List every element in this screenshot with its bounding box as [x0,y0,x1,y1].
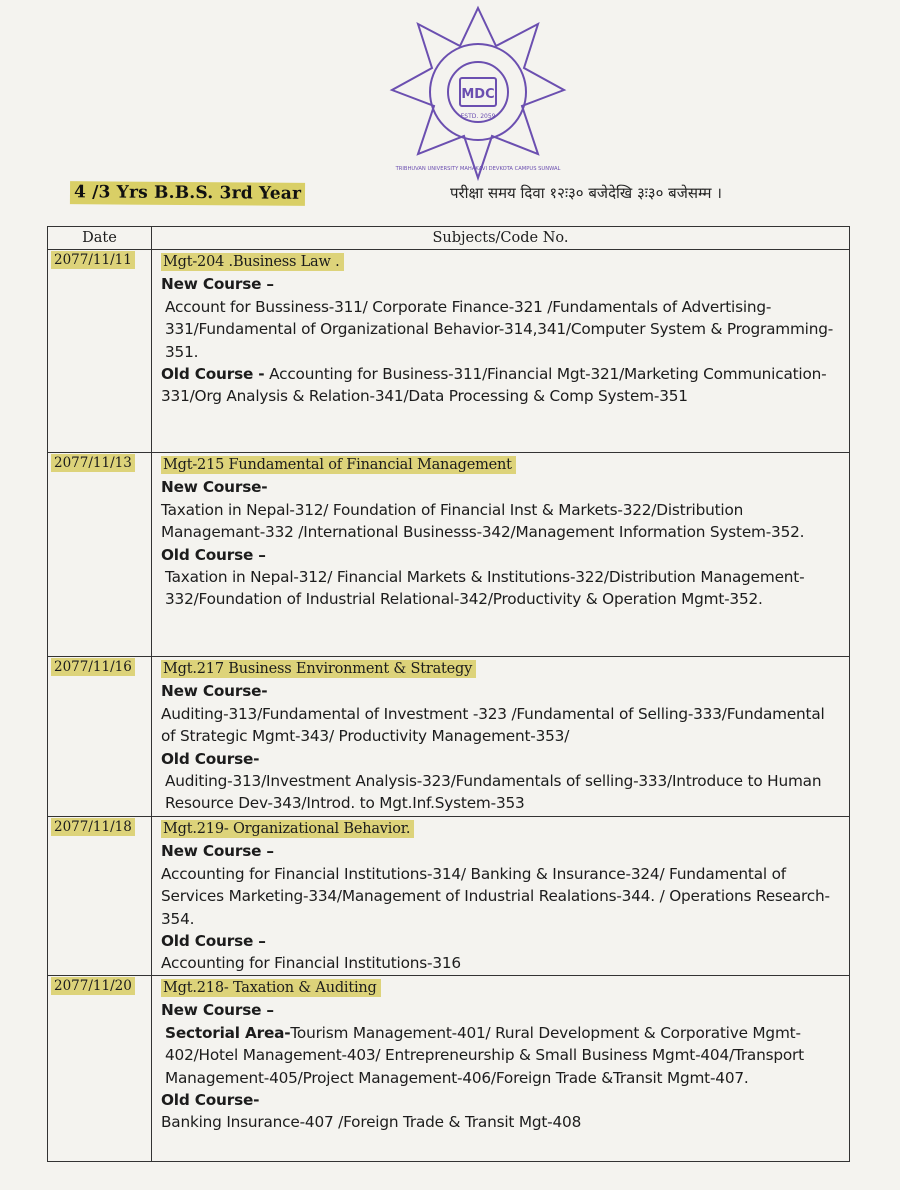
subject-cell [152,453,850,657]
table-row [48,250,850,453]
new-course-label: New Course – [161,842,274,861]
university-seal [388,2,568,182]
old-course-label: Old Course - [161,365,265,384]
new-course-label: New Course- [161,682,268,701]
subject-cell [152,250,850,453]
old-course-label: Old Course – [161,545,266,564]
subject-title: Mgt.218- Taxation & Auditing [161,979,381,997]
table-row [48,817,850,976]
exam-date-cell [48,453,152,657]
exam-schedule-table [47,226,850,1162]
sectorial-area-label: Sectorial Area- [165,1023,291,1042]
date-column-header: Date [48,227,152,250]
table-row [48,657,850,817]
seal-year-text: ESTD. 2059 [460,113,496,120]
old-course-list: Taxation in Nepal-312/ Financial Markets & Institutions-322/Distribution Management-332/Foundation of Industrial Relational-342/Productivity & Operation Mgmt-352. [165,568,805,609]
seal-star-icon [388,2,568,182]
table-row [48,976,850,1162]
subject-cell [152,976,850,1162]
exam-date: 2077/11/18 [51,818,135,836]
new-course-list: Auditing-313/Fundamental of Investment -323 /Fundamental of Selling-333/Fundamental of Strategic Mgmt-343/ Productivity Management-353/ [161,704,825,746]
exam-date-cell [48,250,152,453]
subject-title: Mgt.217 Business Environment & Strategy [161,660,476,678]
exam-date-cell [48,657,152,817]
exam-date: 2077/11/20 [51,977,135,995]
subjects-column-header: Subjects/Code No. [152,227,850,250]
new-course-label: New Course – [161,1001,274,1020]
exam-time: परीक्षा समय दिवा १२ः३० बजेदेखि ३ः३० बजेसम्म । [450,184,722,202]
new-course-list: Taxation in Nepal-312/ Foundation of Financial Inst & Markets-322/Distribution Managemant-332 /International Businesss-342/Management Information System-352. [161,500,805,542]
exam-date: 2077/11/11 [51,251,135,269]
exam-date: 2077/11/16 [51,658,135,676]
old-course-label: Old Course- [161,749,260,768]
old-course-list: Accounting for Financial Institutions-316 [161,954,461,973]
exam-date-cell [48,817,152,976]
table-row [48,453,850,657]
new-course-list: Accounting for Financial Institutions-314/ Banking & Insurance-324/ Fundamental of Services Marketing-334/Management of Industrial Realations-344. / Operations Research-354. [161,864,830,928]
subject-cell [152,657,850,817]
old-course-list: Auditing-313/Investment Analysis-323/Fundamentals of selling-333/Introduce to Human Resource Dev-343/Introd. to Mgt.Inf.System-353 [165,772,822,813]
table-header-row [48,227,850,250]
new-course-label: New Course- [161,478,268,497]
seal-outer-text: TRIBHUVAN UNIVERSITY MAHAKAVI DEVKOTA CAMPUS SUNWAL [395,166,561,172]
old-course-list: Banking Insurance-407 /Foreign Trade & Transit Mgt-408 [161,1113,582,1132]
new-course-list: Account for Bussiness-311/ Corporate Finance-321 /Fundamentals of Advertising-331/Fundamental of Organizational Behavior-314,341/Computer System & Programming-351. [165,297,834,361]
page-title: 4 /3 Yrs B.B.S. 3rd Year [73,182,302,204]
old-course-label: Old Course – [161,932,266,951]
new-course-label: New Course – [161,275,274,294]
new-course-list: Tourism Management-401/ Rural Development & Corporative Mgmt-402/Hotel Management-403/ Entrepreneurship & Small Business Mgmt-404/Transport Management-405/Project Management-406/Foreign Trade &Transit Mgmt-407. [165,1023,804,1087]
title-highlight [70,181,305,206]
subject-title: Mgt-204 .Business Law . [161,253,344,271]
old-course-label: Old Course- [161,1091,260,1110]
subject-title: Mgt.219- Organizational Behavior. [161,820,414,838]
exam-date-cell [48,976,152,1162]
seal-center-text: MDC [461,87,495,102]
exam-date: 2077/11/13 [51,454,135,472]
subject-cell [152,817,850,976]
subject-title: Mgt-215 Fundamental of Financial Management [161,456,516,474]
old-course-list: Accounting for Business-311/Financial Mgt-321/Marketing Communication-331/Org Analysis & Relation-341/Data Processing & Comp System-351 [161,365,827,406]
